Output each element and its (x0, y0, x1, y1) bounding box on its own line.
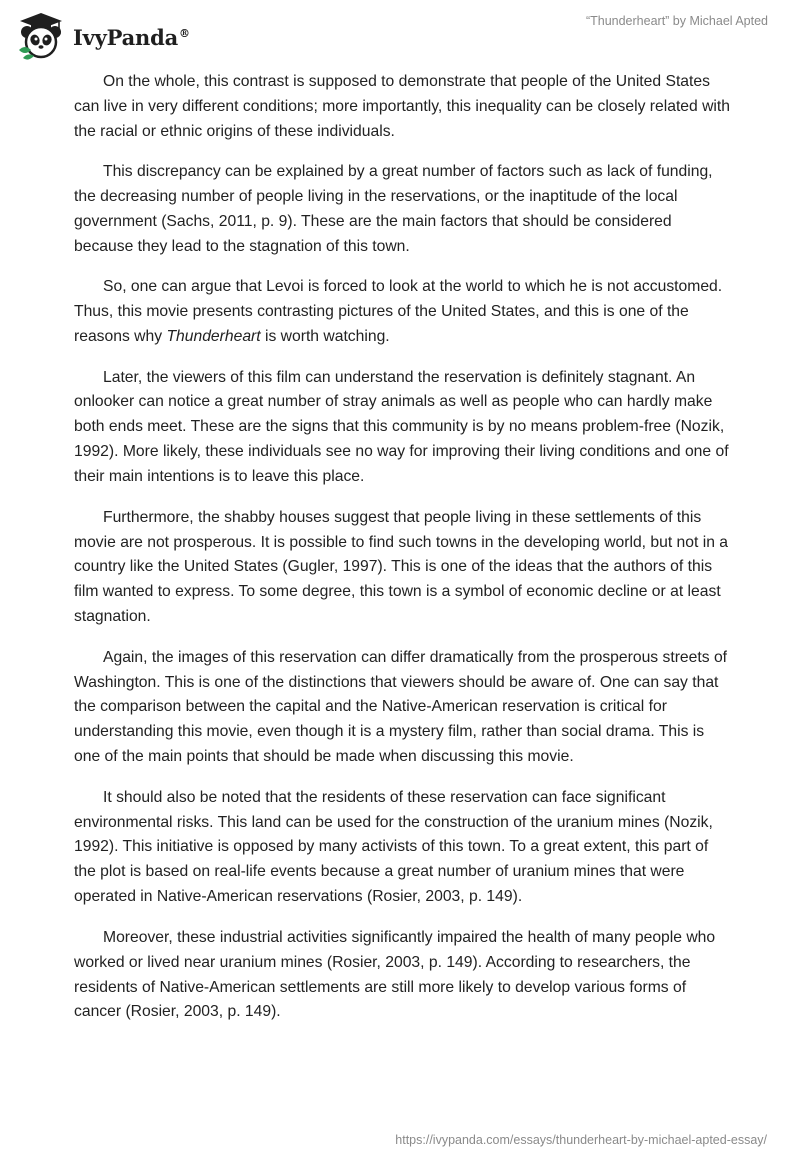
panda-logo-icon (15, 10, 67, 62)
film-title: Thunderheart (166, 328, 261, 346)
essay-body (74, 70, 734, 1041)
document-title: “Thunderheart” by Michael Apted (585, 14, 768, 28)
page-header (0, 0, 800, 70)
paragraph: It should also be noted that the residents of these reservation can face significant environmental risks. This land can be used for the construction of the uranium mines (Nozik, 1992). This initiative is opposed by many activists of this town. To a great extent, this part of the plot is based on real-life events because a great number of uranium mines that were operated in Native-American reservations (Rosier, 2003, p. 149). (74, 788, 713, 906)
paragraph: Later, the viewers of this film can understand the reservation is definitely stagnant. An onlooker can notice a great number of stray animals as well as people who can hardly make both ends meet. These are the signs that this community is by no means problem-free (Nozik, 1992). More likely, these individuals see no way for improving their living conditions and one of their main intentions is to leave this place. (74, 368, 729, 486)
paragraph: So, one can argue that Levoi is forced to look at the world to which he is not accustomed. Thus, this movie presents contrasting pictures of the United States, and this is one of the reasons why Thunderheart is worth watching. (74, 278, 723, 346)
paragraph: Furthermore, the shabby houses suggest that people living in these settlements of this movie are not prosperous. It is possible to find such towns in the developing world, but not in a country like the United States (Gugler, 1997). This is one of the ideas that the authors of this film wanted to express. To some degree, this town is a symbol of economic decline or at least stagnation. (74, 508, 729, 626)
paragraph: This discrepancy can be explained by a great number of factors such as lack of funding, the decreasing number of people living in the reservations, or the inaptitude of the local government (Sachs, 2011, p. 9). These are the main factors that should be considered because they lead to the stagnation of this town. (74, 163, 713, 255)
source-url-link[interactable]: https://ivypanda.com/essays/thunderheart-by-michael-apted-essay/ (395, 1133, 767, 1147)
paragraph: Moreover, these industrial activities significantly impaired the health of many people who worked or lived near uranium mines (Rosier, 2003, p. 149). According to researchers, the residents of Native-American settlements are still more likely to develop various forms of cancer (Rosier, 2003, p. 149). (74, 928, 716, 1021)
logo-wordmark: IvyPanda® (73, 24, 190, 50)
paragraph: On the whole, this contrast is supposed to demonstrate that people of the United States can live in very different conditions; more importantly, this inequality can be closely related with the racial or ethnic origins of these individuals. (74, 73, 731, 140)
ivypanda-logo[interactable] (15, 10, 190, 62)
paragraph: Again, the images of this reservation can differ dramatically from the prosperous streets of Washington. This is one of the distinctions that viewers should be aware of. One can say that the comparison between the capital and the Native-American reservation is critical for understanding this movie, even though it is a mystery film, rather than social drama. This is one of the main points that should be made when discussing this movie. (74, 648, 728, 766)
